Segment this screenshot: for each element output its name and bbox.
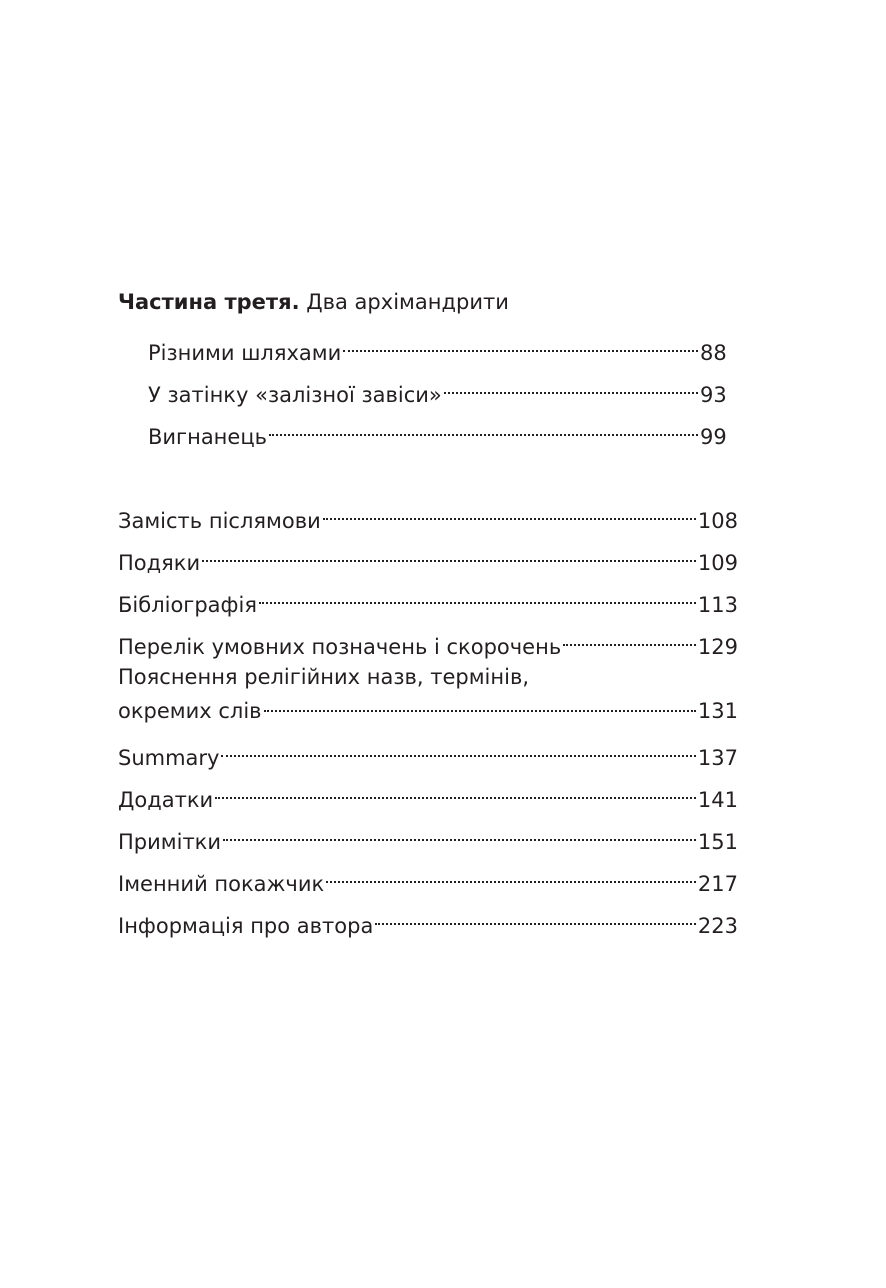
toc-entry-bibliohrafiia[interactable] [118, 580, 738, 617]
dot-leader [269, 412, 698, 444]
toc-entry-page: 217 [697, 872, 738, 896]
toc-entry-title-line2: окремих слів [118, 699, 262, 723]
toc-entry-poiasnennia[interactable] [118, 664, 738, 723]
toc-entry-zamist-pisliamovy[interactable] [118, 496, 738, 533]
toc-entry-title: У затінку «залізної завіси» [148, 383, 442, 407]
dot-leader [221, 733, 695, 765]
toc-entry-summary[interactable] [118, 733, 738, 770]
dot-leader [375, 901, 696, 933]
toc-entry-page: 108 [697, 509, 738, 533]
part-title: Два архімандрити [306, 290, 509, 314]
table-of-contents [118, 286, 738, 943]
part-heading [118, 286, 738, 318]
dot-leader [215, 775, 696, 807]
toc-entry-page: 93 [700, 383, 727, 407]
toc-entry-page: 131 [697, 699, 738, 723]
dot-leader [444, 370, 698, 402]
toc-entry-page: 151 [697, 830, 738, 854]
toc-entry-title: Інформація про автора [118, 914, 374, 938]
toc-entry-title: Summary [118, 746, 220, 770]
toc-entry-u-zatinku[interactable] [118, 370, 738, 407]
toc-entry-razni-shliakhy[interactable] [118, 328, 738, 365]
toc-entry-imennyi-pokazhchyk[interactable] [118, 859, 738, 896]
toc-entry-title-line1: Пояснення релігійних назв, термінів, [118, 665, 530, 689]
dot-leader [202, 538, 696, 570]
toc-entry-title: Подяки [118, 551, 201, 575]
toc-entry-prymitky[interactable] [118, 817, 738, 854]
dot-leader [326, 859, 696, 891]
dot-leader [563, 622, 696, 654]
toc-entry-page: 141 [697, 788, 738, 812]
dot-leader [259, 580, 696, 612]
toc-entry-page: 223 [697, 914, 738, 938]
toc-entry-title: Різними шляхами [148, 341, 342, 365]
toc-entry-page: 129 [697, 635, 738, 659]
toc-entry-page: 109 [697, 551, 738, 575]
dot-leader [264, 691, 696, 718]
dot-leader [343, 328, 698, 360]
toc-entry-informatsiia-pro-avtora[interactable] [118, 901, 738, 938]
toc-entry-title: Вигнанець [148, 425, 268, 449]
toc-entry-title: Бібліографія [118, 593, 257, 617]
toc-entry-page: 88 [700, 341, 727, 365]
toc-entry-page: 113 [697, 593, 738, 617]
part-label: Частина третя. [118, 290, 300, 314]
toc-entry-podiaky[interactable] [118, 538, 738, 575]
toc-entry-title: Додатки [118, 788, 214, 812]
toc-entry-perelik-skorochen[interactable] [118, 622, 738, 659]
toc-entry-page: 99 [700, 425, 727, 449]
toc-entry-title: Перелік умовних позначень і скорочень [118, 635, 562, 659]
section-gap [118, 454, 738, 496]
toc-entry-title: Примітки [118, 830, 222, 854]
dot-leader [323, 496, 696, 528]
toc-entry-title: Іменний покажчик [118, 872, 325, 896]
toc-entry-page: 137 [697, 746, 738, 770]
dot-leader [223, 817, 696, 849]
toc-entry-vyhnanets[interactable] [118, 412, 738, 449]
toc-entry-title: Замість післямови [118, 509, 321, 533]
toc-entry-dodatky[interactable] [118, 775, 738, 812]
